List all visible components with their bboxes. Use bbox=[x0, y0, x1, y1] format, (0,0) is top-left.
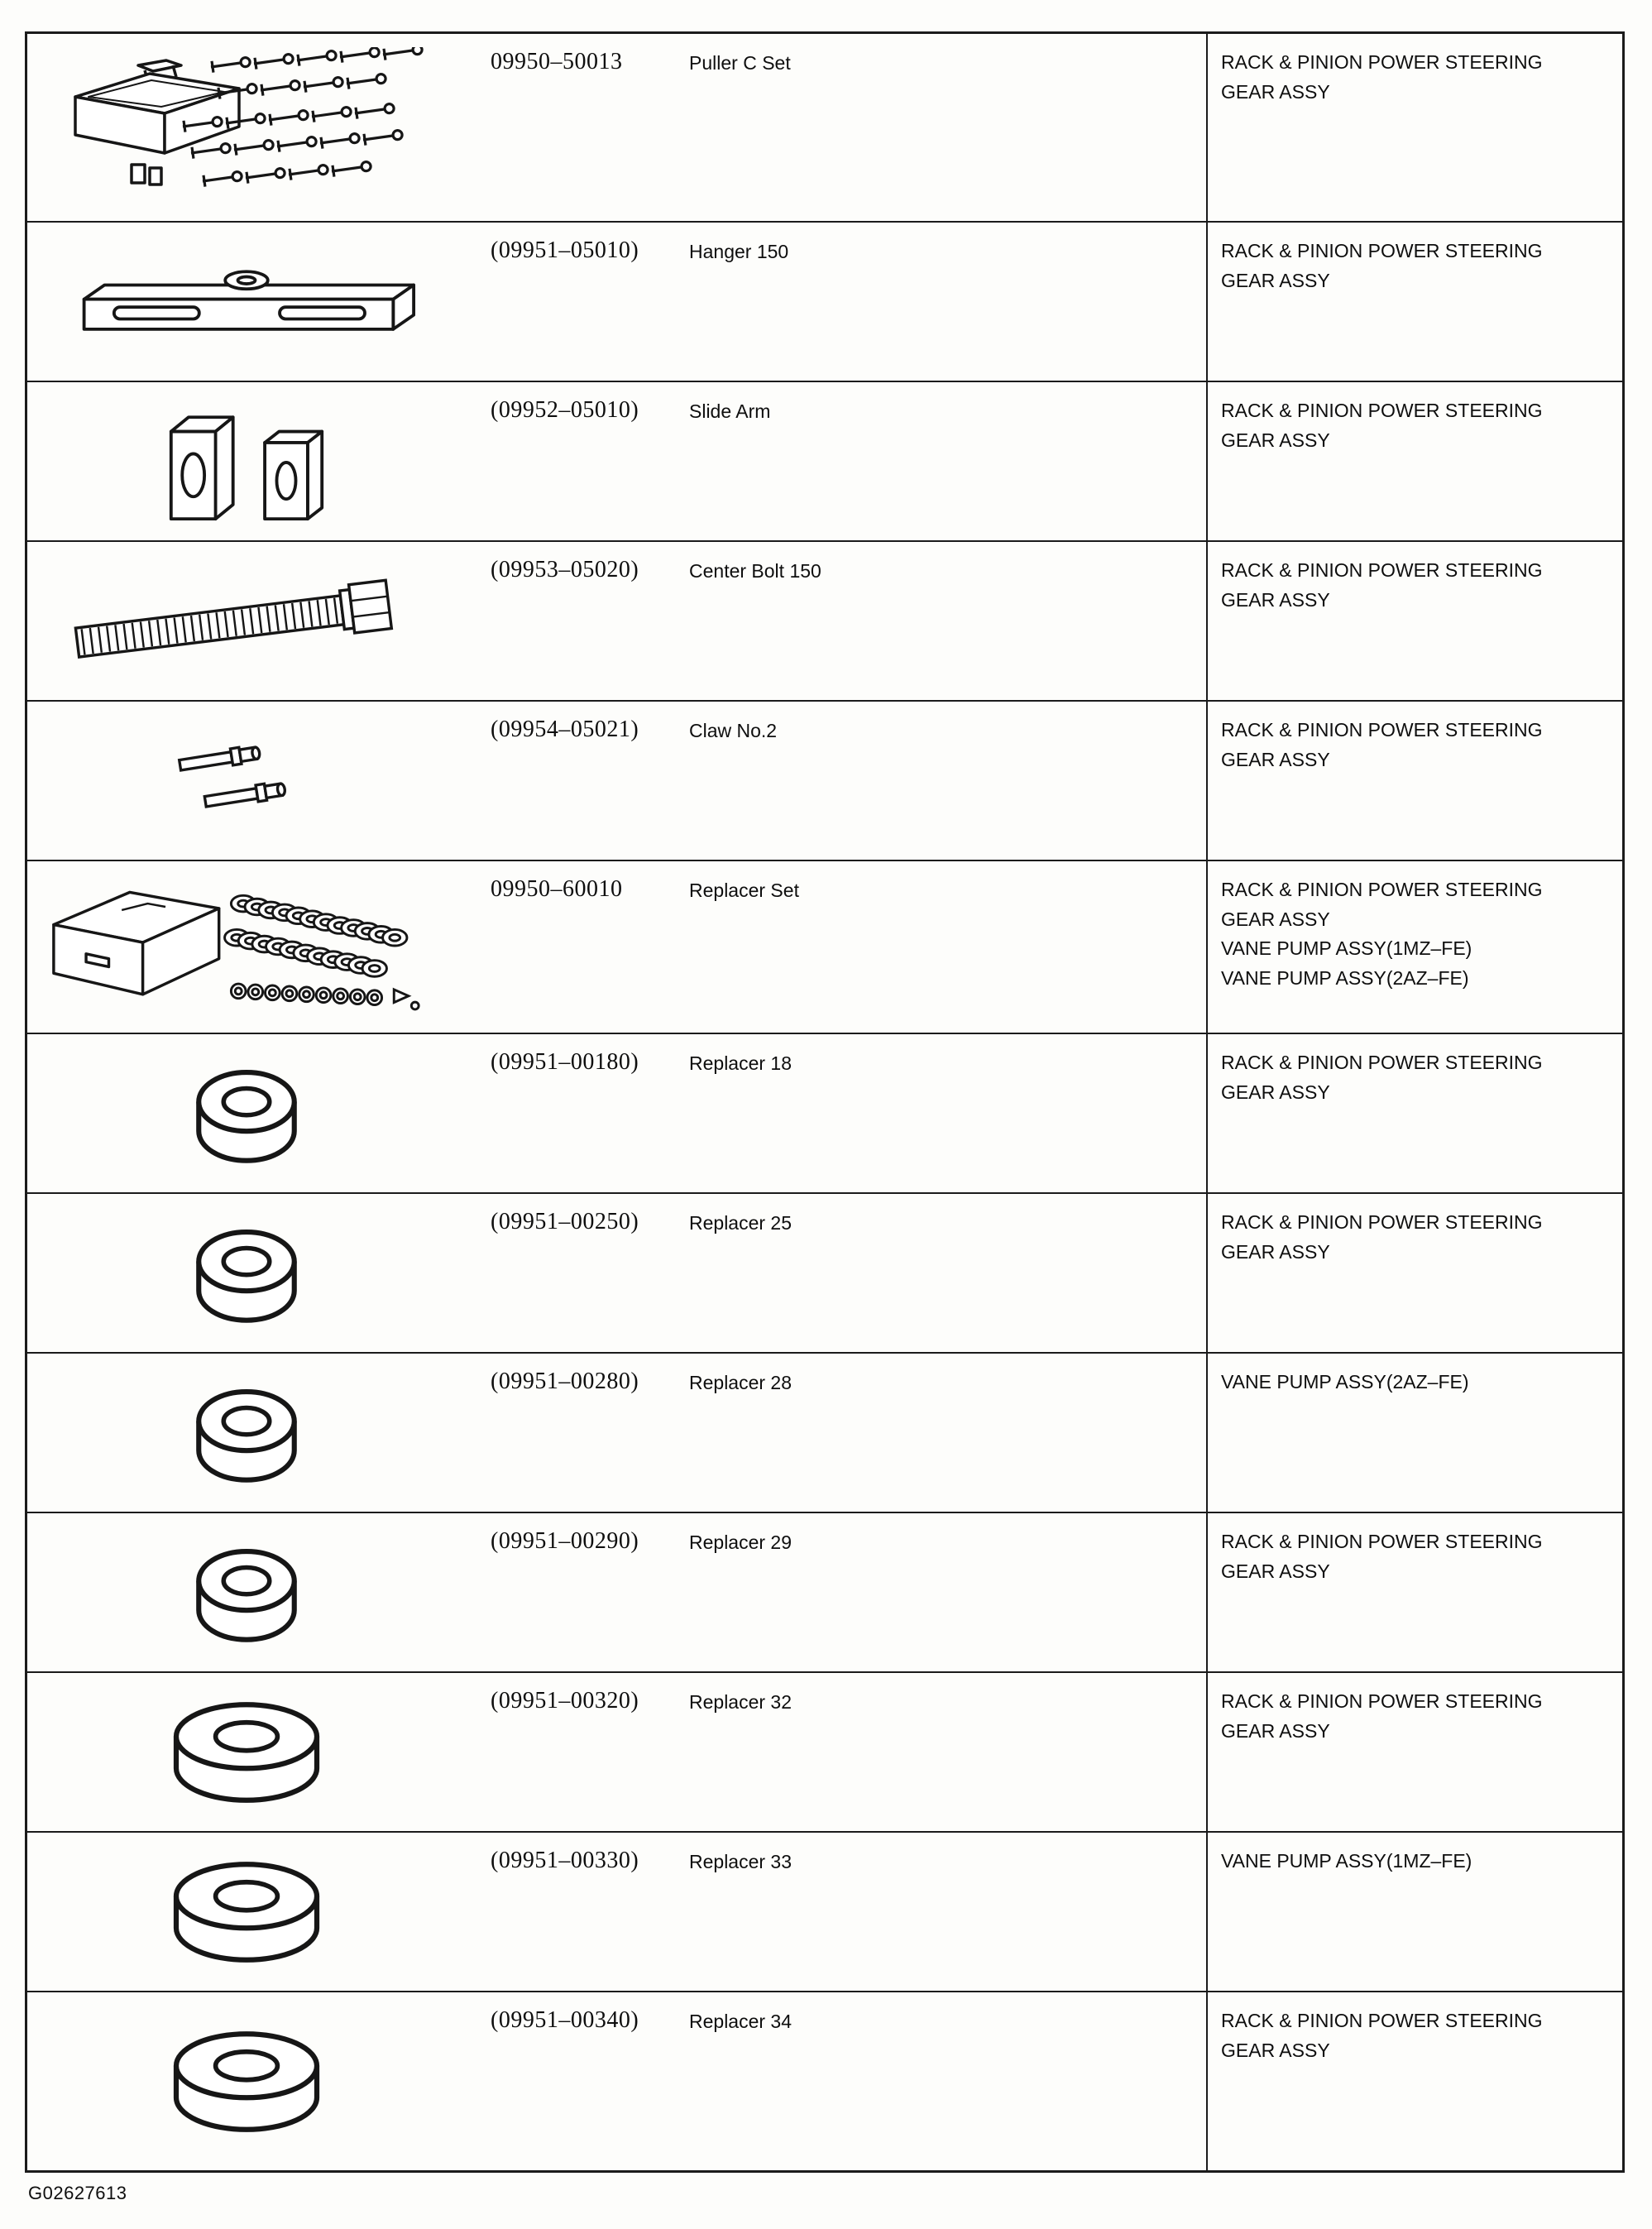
application-text: RACK & PINION POWER STEERING GEAR ASSY bbox=[1221, 1531, 1543, 1582]
tool-name: Replacer Set bbox=[689, 880, 799, 901]
application-text: RACK & PINION POWER STEERING GEAR ASSY bbox=[1221, 51, 1543, 103]
part-number: (09951–00180) bbox=[491, 1049, 639, 1075]
illustration-cell bbox=[27, 1513, 466, 1671]
illustration-cell bbox=[27, 223, 466, 381]
application-cell bbox=[1206, 223, 1622, 381]
tool-name: Claw No.2 bbox=[689, 720, 778, 741]
illustration-cell bbox=[27, 1194, 466, 1352]
slide-arm-blocks-illustration bbox=[147, 398, 346, 525]
application-cell bbox=[1206, 1194, 1622, 1352]
application-cell bbox=[1206, 34, 1622, 221]
sst-table bbox=[25, 31, 1625, 2173]
table-row bbox=[27, 542, 1622, 702]
illustration-cell bbox=[27, 1833, 466, 1991]
replacer-ring-large-illustration bbox=[143, 1682, 350, 1823]
table-row bbox=[27, 1833, 1622, 1992]
part-number: (09954–05021) bbox=[491, 717, 639, 742]
illustration-cell bbox=[27, 34, 466, 221]
replacer-ring-large-illustration bbox=[143, 1842, 350, 1982]
tool-name: Puller C Set bbox=[689, 52, 791, 74]
application-text: RACK & PINION POWER STEERING GEAR ASSY bbox=[1221, 719, 1543, 770]
part-number: (09951–00330) bbox=[491, 1848, 639, 1873]
tool-name: Replacer 25 bbox=[689, 1212, 792, 1234]
table-row bbox=[27, 223, 1622, 382]
illustration-cell bbox=[27, 1673, 466, 1831]
tool-name: Slide Arm bbox=[689, 400, 771, 422]
part-number: (09951–00280) bbox=[491, 1369, 639, 1394]
replacer-ring-illustration bbox=[164, 1206, 329, 1340]
figure-id: G02627613 bbox=[28, 2183, 127, 2203]
part-number: (09951–00250) bbox=[491, 1209, 639, 1234]
part-number: 09950–60010 bbox=[491, 876, 623, 902]
application-text: RACK & PINION POWER STEERING GEAR ASSY bbox=[1221, 879, 1543, 930]
application-text: RACK & PINION POWER STEERING GEAR ASSY bbox=[1221, 1690, 1543, 1742]
table-row bbox=[27, 1034, 1622, 1194]
application-cell bbox=[1206, 542, 1622, 700]
application-cell bbox=[1206, 1992, 1622, 2170]
table-row bbox=[27, 34, 1622, 223]
replacer-ring-large-illustration bbox=[143, 2011, 350, 2152]
table-row bbox=[27, 1194, 1622, 1354]
replacer-ring-illustration bbox=[164, 1047, 329, 1180]
illustration-cell bbox=[27, 1034, 466, 1192]
table-row bbox=[27, 861, 1622, 1034]
illustration-cell bbox=[27, 861, 466, 1033]
replacer-ring-illustration bbox=[164, 1526, 329, 1659]
application-text: RACK & PINION POWER STEERING GEAR ASSY bbox=[1221, 2010, 1543, 2061]
illustration-cell bbox=[27, 702, 466, 860]
application-text: VANE PUMP ASSY(1MZ–FE) bbox=[1221, 1850, 1472, 1872]
application-text: VANE PUMP ASSY(2AZ–FE) bbox=[1221, 966, 1469, 989]
application-cell bbox=[1206, 1034, 1622, 1192]
application-cell bbox=[1206, 702, 1622, 860]
replacer-set-toolbox-illustration bbox=[44, 868, 449, 1026]
application-text: RACK & PINION POWER STEERING GEAR ASSY bbox=[1221, 1211, 1543, 1263]
tool-name: Replacer 34 bbox=[689, 2011, 792, 2032]
tool-name: Replacer 32 bbox=[689, 1691, 792, 1713]
application-text: RACK & PINION POWER STEERING GEAR ASSY bbox=[1221, 559, 1543, 611]
part-number: (09951–05010) bbox=[491, 237, 639, 263]
tool-name: Replacer 18 bbox=[689, 1052, 792, 1074]
tool-name: Replacer 28 bbox=[689, 1372, 792, 1393]
application-text: RACK & PINION POWER STEERING GEAR ASSY bbox=[1221, 400, 1543, 451]
table-row bbox=[27, 1354, 1622, 1513]
illustration-cell bbox=[27, 382, 466, 540]
application-cell bbox=[1206, 382, 1622, 540]
table-row bbox=[27, 702, 1622, 861]
table-row bbox=[27, 382, 1622, 542]
tool-name: Replacer 33 bbox=[689, 1851, 792, 1872]
table-row bbox=[27, 1673, 1622, 1833]
application-text: RACK & PINION POWER STEERING GEAR ASSY bbox=[1221, 1052, 1543, 1103]
threaded-center-bolt-illustration bbox=[65, 568, 429, 673]
puller-c-set-toolbox-illustration bbox=[52, 47, 441, 209]
application-cell bbox=[1206, 1513, 1622, 1671]
replacer-ring-illustration bbox=[164, 1366, 329, 1499]
application-cell bbox=[1206, 1833, 1622, 1991]
application-text: RACK & PINION POWER STEERING GEAR ASSY bbox=[1221, 240, 1543, 291]
application-text: VANE PUMP ASSY(1MZ–FE) bbox=[1221, 937, 1472, 960]
part-number: (09951–00320) bbox=[491, 1688, 639, 1714]
table-row bbox=[27, 1992, 1622, 2170]
application-cell bbox=[1206, 1673, 1622, 1831]
illustration-cell bbox=[27, 1992, 466, 2170]
hanger-bar-illustration bbox=[73, 242, 420, 361]
part-number: (09951–00290) bbox=[491, 1528, 639, 1554]
part-number: (09953–05020) bbox=[491, 557, 639, 582]
table-row bbox=[27, 1513, 1622, 1673]
tool-name: Hanger 150 bbox=[689, 241, 789, 262]
application-text: VANE PUMP ASSY(2AZ–FE) bbox=[1221, 1371, 1469, 1393]
illustration-cell bbox=[27, 1354, 466, 1512]
claw-pins-illustration bbox=[156, 731, 338, 831]
application-cell bbox=[1206, 1354, 1622, 1512]
part-number: (09952–05010) bbox=[491, 397, 639, 423]
application-cell bbox=[1206, 861, 1622, 1033]
illustration-cell bbox=[27, 542, 466, 700]
part-number: 09950–50013 bbox=[491, 49, 623, 74]
part-number: (09951–00340) bbox=[491, 2007, 639, 2033]
tool-name: Replacer 29 bbox=[689, 1532, 792, 1553]
tool-name: Center Bolt 150 bbox=[689, 560, 821, 582]
